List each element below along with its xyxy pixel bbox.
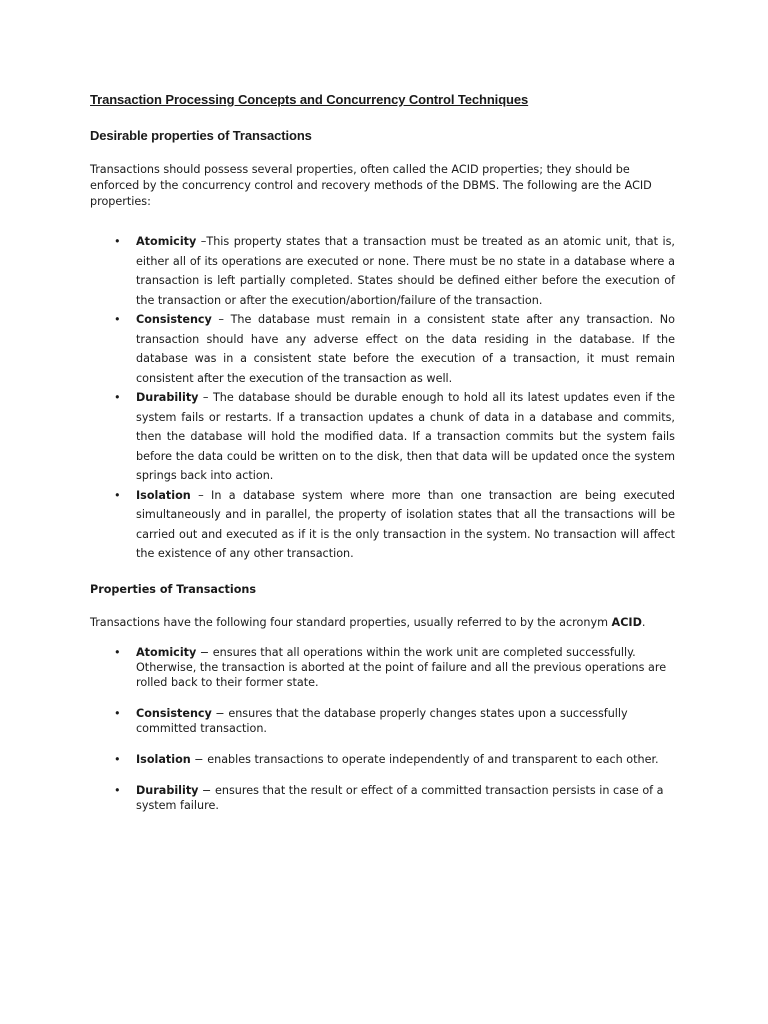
bullet-icon: • bbox=[114, 645, 121, 659]
bullet-icon: • bbox=[114, 235, 121, 248]
term-description: – The database must remain in a consistent state after any transaction. No transaction should have any adverse effect on the data residing in the database. If the database was in a consistent state before the execution of a transaction, it must remain consistent after the execution of the transaction as well. bbox=[136, 313, 675, 385]
list-item-atomicity bbox=[90, 232, 675, 310]
bullet-icon: • bbox=[114, 706, 121, 720]
acronym-label: ACID bbox=[611, 615, 642, 629]
standard-properties-list bbox=[90, 645, 675, 813]
bullet-icon: • bbox=[114, 752, 121, 766]
term-label: Atomicity bbox=[136, 235, 197, 248]
list-item-atomicity bbox=[90, 645, 675, 690]
acid-properties-list bbox=[90, 232, 675, 564]
term-description: − ensures that the database properly changes states upon a successfully committed transaction. bbox=[136, 706, 628, 735]
section-heading-properties: Properties of Transactions bbox=[90, 582, 257, 596]
bullet-icon: • bbox=[114, 313, 121, 326]
term-description: – The database should be durable enough to hold all its latest updates even if the system fails or restarts. If a transaction updates a chunk of data in a database and commits, then the database will hold the modified data. If a transaction commits but the system fails before the data could be written on to the disk, then that data will be updated once the system springs back into action. bbox=[136, 391, 675, 482]
document-page bbox=[90, 92, 675, 829]
term-description: − enables transactions to operate independently of and transparent to each other. bbox=[190, 752, 659, 766]
section2-intro-paragraph bbox=[90, 615, 675, 631]
term-label: Isolation bbox=[136, 488, 191, 502]
list-item-isolation bbox=[90, 486, 675, 564]
term-label: Isolation bbox=[136, 752, 191, 766]
term-label: Durability bbox=[136, 783, 199, 797]
term-label: Durability bbox=[136, 391, 199, 404]
bullet-icon: • bbox=[114, 391, 121, 404]
term-label: Atomicity bbox=[136, 645, 197, 659]
bullet-icon: • bbox=[114, 783, 121, 797]
bullet-icon: • bbox=[114, 488, 121, 502]
list-item-consistency bbox=[90, 706, 675, 736]
intro-text: Transactions have the following four standard properties, usually referred to by the acronym bbox=[90, 615, 612, 629]
list-item-durability bbox=[90, 783, 675, 813]
section-intro-paragraph: Transactions should possess several properties, often called the ACID properties; they should be enforced by the concurrency control and recovery methods of the DBMS. The following are the ACID properties: bbox=[90, 163, 652, 208]
list-item-durability bbox=[90, 388, 675, 486]
term-label: Consistency bbox=[136, 706, 212, 720]
term-label: Consistency bbox=[136, 313, 212, 326]
term-description: − ensures that all operations within the work unit are completed successfully. Otherwise, the transaction is aborted at the point of failure and all the previous operations are rolled back to their former state. bbox=[136, 645, 667, 689]
document-title: Transaction Processing Concepts and Concurrency Control Techniques bbox=[90, 92, 529, 107]
term-description: – In a database system where more than one transaction are being executed simultaneously and in parallel, the property of isolation states that all the transactions will be carried out and executed as if it is the only transaction in the system. No transaction will affect the existence of any other transaction. bbox=[136, 488, 675, 560]
term-description: − ensures that the result or effect of a committed transaction persists in case of a system failure. bbox=[136, 783, 664, 812]
intro-text-suffix: . bbox=[641, 615, 646, 629]
list-item-consistency bbox=[90, 310, 675, 388]
term-description: –This property states that a transaction must be treated as an atomic unit, that is, either all of its operations are executed or none. There must be no state in a database where a transaction is left partially completed. States should be defined either before the execution of the transaction or after the execution/abortion/failure of the transaction. bbox=[136, 235, 675, 307]
section-heading-desirable-properties: Desirable properties of Transactions bbox=[90, 128, 312, 143]
list-item-isolation bbox=[90, 752, 675, 767]
